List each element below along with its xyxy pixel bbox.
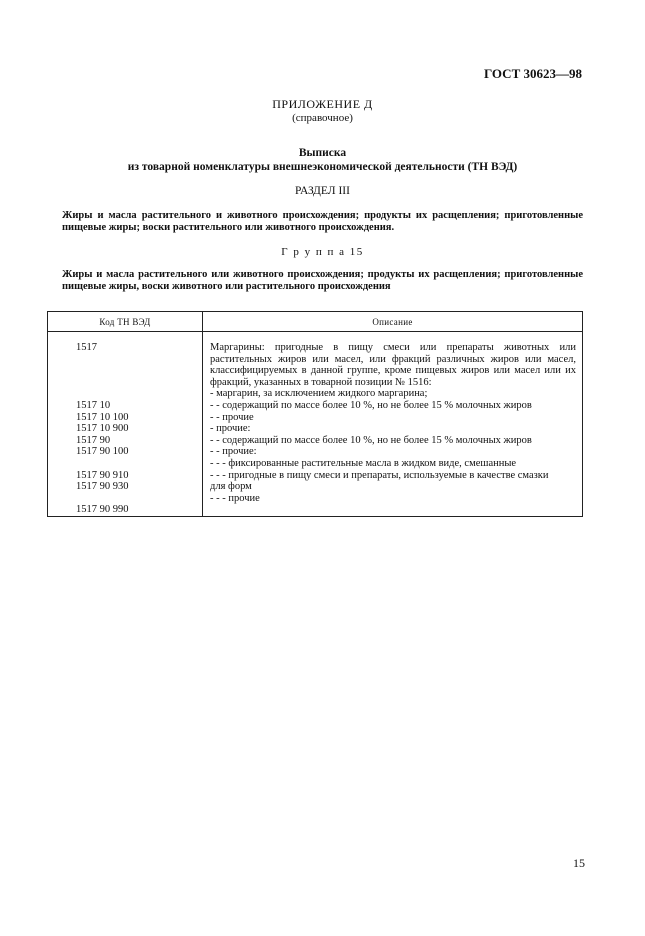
code-list	[76, 400, 202, 516]
extract-subtitle: из товарной номенклатуры внешнеэкономической деятельности (ТН ВЭД)	[127, 161, 518, 173]
code-cell: 1517 90 990	[76, 504, 129, 516]
group-description: Жиры и масла растительного или животного происхождения; продукты их расщепления; приготовленные пищевые жиры, воски животного или растительного происхождения	[62, 269, 583, 292]
section-description: Жиры и масла растительного и животного происхождения; продукты их расщепления; приготовленные пищевые жиры; воски растительного или животного происхождения.	[62, 210, 583, 233]
code-cell	[76, 493, 202, 505]
code-cell: 1517 90 910	[76, 469, 129, 481]
code-spacer	[76, 354, 202, 400]
description-cell: - - прочие:	[210, 446, 257, 458]
code-cell: 1517 10 900	[76, 423, 129, 435]
code-cell: 1517 10	[76, 399, 111, 411]
code-cell	[76, 458, 202, 470]
appendix-title: ПРИЛОЖЕНИЕ Д	[272, 97, 373, 111]
extract-title: Выписка	[298, 147, 347, 159]
header-description: Описание	[203, 312, 583, 332]
code-cell: 1517 10 100	[76, 411, 129, 423]
appendix-note: (справочное)	[292, 112, 353, 124]
code-cell: 1517 90 100	[76, 446, 129, 458]
section-heading: РАЗДЕЛ III	[295, 185, 350, 197]
table-body-row	[48, 332, 583, 517]
code-cell: 1517 90	[76, 434, 111, 446]
code-column	[48, 332, 203, 517]
description-cell: - маргарин, за исключением жидкого маргарина;	[210, 388, 428, 400]
description-cell: - - содержащий по массе более 10 %, но не более 15 % молочных жиров	[210, 399, 532, 411]
description-cell: - - содержащий по массе более 10 %, но не более 15 % молочных жиров	[210, 434, 532, 446]
description-cell: - - прочие	[210, 411, 254, 423]
description-column	[203, 332, 583, 517]
page-number: 15	[573, 856, 585, 870]
table-header-row	[48, 312, 583, 332]
description-cell: - - - прочие	[210, 492, 260, 504]
group-heading: Г р у п п а 15	[281, 246, 364, 258]
description-cell: - прочие:	[210, 423, 251, 435]
code-cell: 1517	[76, 342, 97, 353]
description-cell: - - - пригодные в пищу смеси и препараты, используемые в качестве смазки	[210, 469, 549, 481]
description-cell: для форм	[210, 481, 252, 493]
description-cell: Маргарины: пригодные в пищу смеси или препараты животных или растительных жиров или масел, или фракций различных жиров или масел, классифицируемых в данной группе, кроме пищевых жиров или масел или их фракций, указанных в товарной позиции № 1516:	[210, 342, 576, 388]
code-cell: 1517 90 930	[76, 481, 129, 493]
tn-ved-table	[47, 311, 583, 517]
header-code: Код ТН ВЭД	[48, 312, 203, 332]
description-cell: - - - фиксированные растительные масла в жидком виде, смешанные	[210, 457, 517, 469]
document-id: ГОСТ 30623—98	[483, 66, 582, 81]
description-list	[210, 388, 576, 504]
